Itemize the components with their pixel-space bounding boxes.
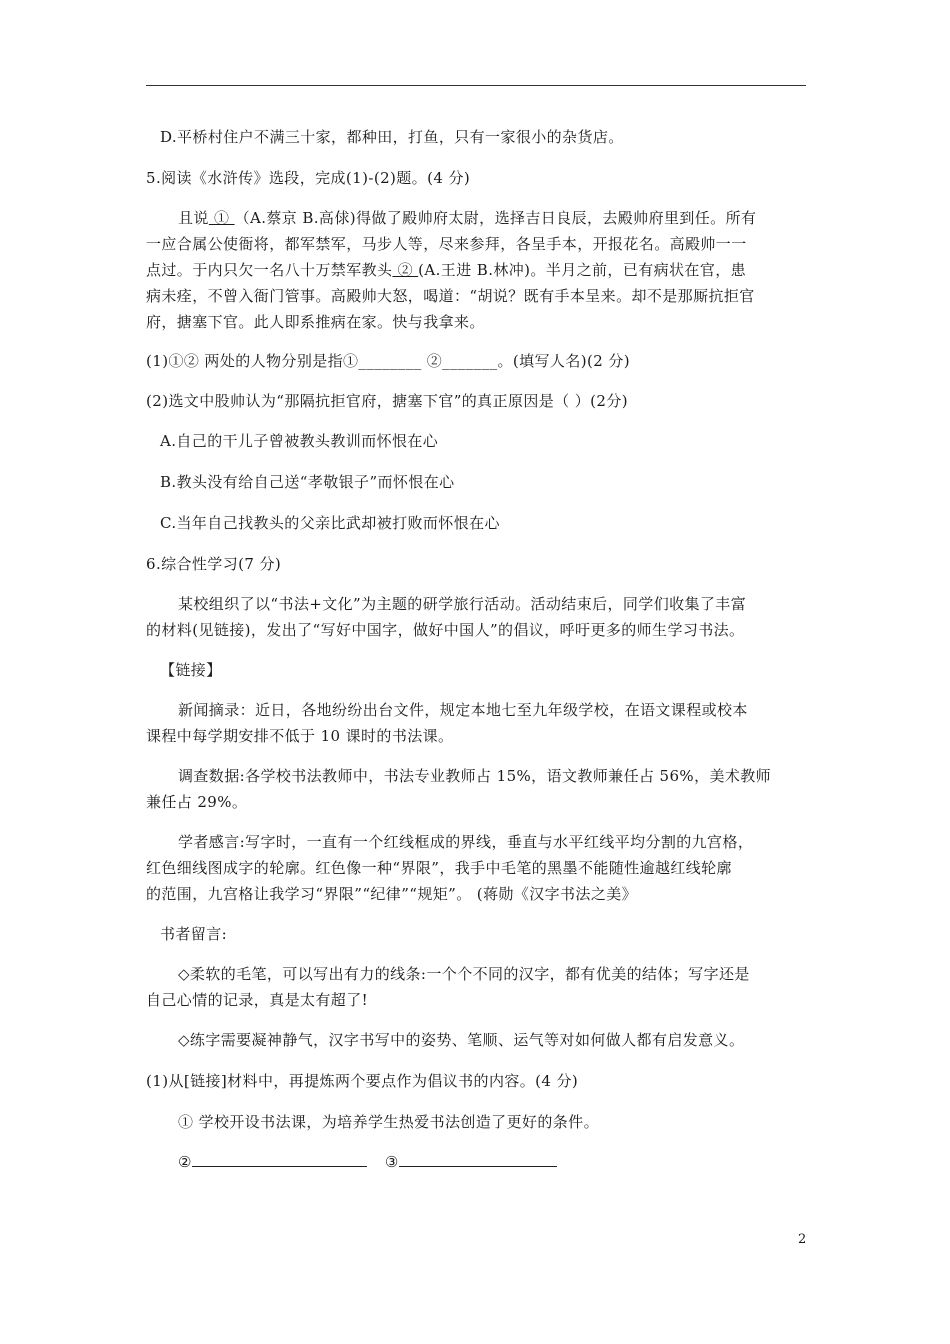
q5-blank-2: ② [392,261,419,279]
q6-news-line-2: 课程中每学期安排不低于 10 课时的书法课。 [146,727,454,745]
q6-answer-2-blank[interactable] [192,1152,367,1167]
page-number: 2 [798,1232,807,1247]
q5-sub-question-2: (2)选文中股帅认为“那隔抗拒官府，搪塞下官”的真正原因是（ ）(2分) [146,392,629,410]
q6-scholar-line-3: 的范围，九宫格让我学习“界限”“纪律”“规矩”。 (蒋勋《汉字书法之美》 [146,885,638,903]
q5-passage-text: (A.王进 B.林冲)。半月之前，已有病状在官，患 [418,261,747,279]
q5-heading: 5.阅读《水浒传》选段，完成(1)-(2)题。(4 分) [146,169,471,187]
q5-option-a: A.自己的干儿子曾被教头教训而怀恨在心 [160,432,439,450]
q6-intro-line-2: 的材料(见链接)，发出了“写好中国字，做好中国人”的倡议，呼吁更多的师生学习书法。 [146,621,745,639]
q6-answer-2-label: ② [178,1153,192,1171]
q6-writer-note-2: ◇练字需要凝神静气，汉字书写中的姿势、笔顺、运气等对如何做人都有启发意义。 [178,1031,745,1049]
q6-heading: 6.综合性学习(7 分) [146,555,282,573]
q6-survey-line-2: 兼任占 29%。 [146,793,248,811]
q5-passage-line-5: 府，搪塞下官。此人即系推病在家。快与我拿来。 [146,313,485,331]
q6-answer-3-label: ③ [384,1153,399,1171]
q5-passage-text: （A.蔡京 B.高俅)得做了殿帅府太尉，选择吉日良辰，去殿帅府里到任。所有 [234,209,757,227]
q6-writer-note-1-line-1: ◇柔软的毛笔，可以写出有力的线条:一个个不同的汉字，都有优美的结体；写字还是 [178,965,750,983]
q6-sub-question-1: (1)从[链接]材料中，再提炼两个要点作为倡议书的内容。(4 分) [146,1072,579,1090]
q6-scholar-line-2: 红色细线图成字的轮廓。红色像一种“界限”，我手中毛笔的黑墨不能随性逾越红线轮廓 [146,859,732,877]
q5-sub-question-1: (1)①② 两处的人物分别是指①________ ②_______。(填写人名)(2 分) [146,352,631,370]
q5-blank-1: ① [208,209,235,227]
q5-passage-line-4: 病未痊，不曾入衙门管事。高殿帅大怒，喝道：“胡说？既有手本呈来。却不是那厮抗拒官 [146,287,755,305]
q6-answer-blanks [178,1152,557,1172]
q5-passage-line-1 [178,208,756,228]
q6-writer-note-1-line-2: 自己心情的记录，真是太有超了! [146,991,369,1009]
q5-option-c: C.当年自己找教头的父亲比武却被打败而怀恨在心 [160,514,500,532]
q6-survey-line-1: 调查数据:各学校书法教师中，书法专业教师占 15%，语文教师兼任占 56%，美术教师 [178,767,772,785]
q6-news-line-1: 新闻摘录：近日，各地纷纷出台文件，规定本地七至九年级学校，在语文课程或校本 [178,701,748,719]
q5-passage-line-3 [146,260,746,280]
q6-intro-line-1: 某校组织了以“书法+文化”为主题的研学旅行活动。活动结束后，同学们收集了丰富 [178,595,747,613]
q6-writer-label: 书者留言: [160,925,228,943]
q6-link-label: 【链接】 [160,661,222,679]
q5-passage-line-2: 一应合属公使衙将，都军禁军，马步人等，尽来参拜，各呈手本，开报花名。高殿帅一一 [146,235,747,253]
q5-passage-text: 且说 [178,209,209,227]
q6-answer-3-blank[interactable] [399,1152,557,1167]
q4-option-d: D.平桥村住户不满三十家，都种田，打鱼，只有一家很小的杂货店。 [160,128,624,146]
q5-passage-text: 点过。于内只欠一名八十万禁军教头 [146,261,393,279]
q5-option-b: B.教头没有给自己送“孝敬银子”而怀恨在心 [160,473,455,491]
q6-answer-1: ① 学校开设书法课，为培养学生热爱书法创造了更好的条件。 [178,1113,599,1131]
q6-scholar-line-1: 学者感言:写字时，一直有一个红线框成的界线，垂直与水平红线平均分割的九宫格， [178,833,754,851]
header-rule [146,85,806,86]
